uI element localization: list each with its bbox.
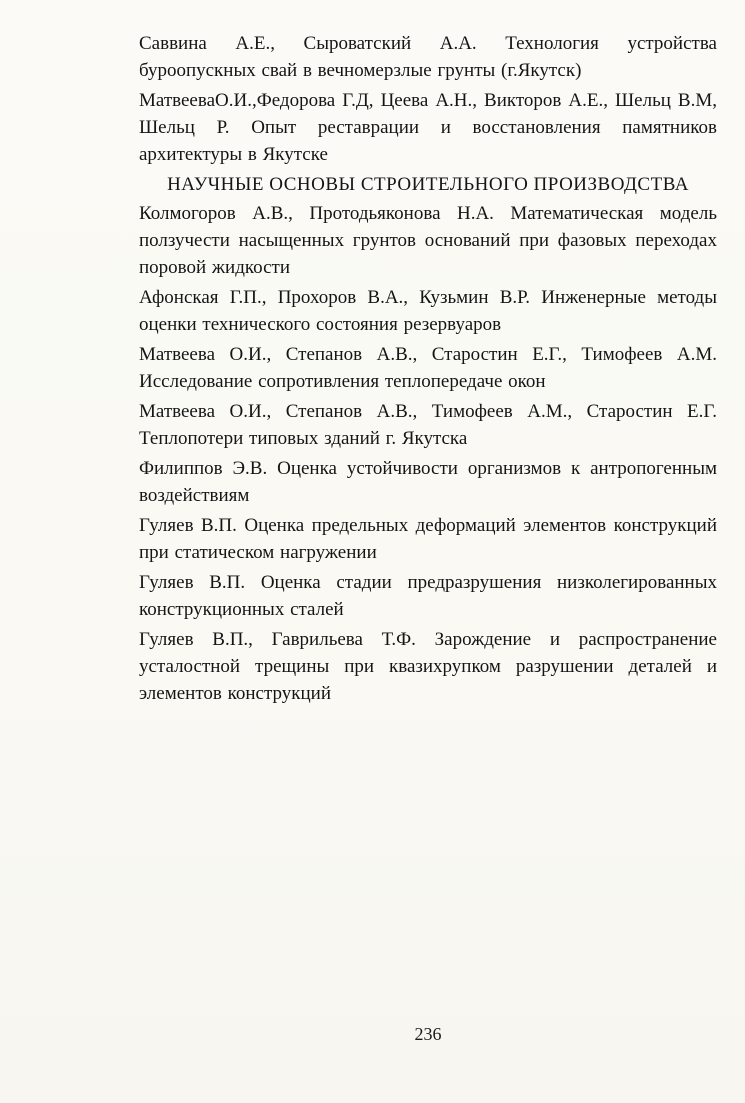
toc-entry: Матвеева О.И., Степанов А.В., Старостин Е.Г., Тимофеев А.М. Исследование сопротивления теплопередаче окон xyxy=(139,344,717,392)
toc-entry: Гуляев В.П., Гаврильева Т.Ф. Зарождение и распространение усталостной трещины при квазихрупком разрушении деталей и элементов конструкций xyxy=(139,629,717,704)
toc-entry: Гуляев В.П. Оценка предельных деформаций элементов конструкций при статическом нагружении xyxy=(139,515,717,563)
toc-entry: Матвеева О.И., Степанов А.В., Тимофеев А.М., Старостин Е.Г. Теплопотери типовых зданий г. Якутска xyxy=(139,401,717,449)
page-number: 236 xyxy=(414,1024,442,1044)
toc-content xyxy=(139,30,717,710)
toc-entry: Афонская Г.П., Прохоров В.А., Кузьмин В.Р. Инженерные методы оценки технического состояния резервуаров xyxy=(139,287,717,335)
toc-entry: Филиппов Э.В. Оценка устойчивости организмов к антропогенным воздействиям xyxy=(139,458,717,506)
toc-entry: Саввина А.Е., Сыроватский А.А. Технология устройства буроопускных свай в вечномерзлые грунты (г.Якутск) xyxy=(139,33,717,81)
toc-entry: Гуляев В.П. Оценка стадии предразрушения низколегированных конструкционных сталей xyxy=(139,572,717,620)
section-heading: НАУЧНЫЕ ОСНОВЫ СТРОИТЕЛЬНОГО ПРОИЗВОДСТВА xyxy=(167,174,689,195)
toc-entry: МатвееваО.И.,Федорова Г.Д, Цеева А.Н., Викторов А.Е., Шельц В.М, Шельц Р. Опыт реставрации и восстановления памятников архитектуры в Якутске xyxy=(139,90,717,165)
toc-entry: Колмогоров А.В., Протодьяконова Н.А. Математическая модель ползучести насыщенных грунтов оснований при фазовых переходах поровой жидкости xyxy=(139,203,717,278)
